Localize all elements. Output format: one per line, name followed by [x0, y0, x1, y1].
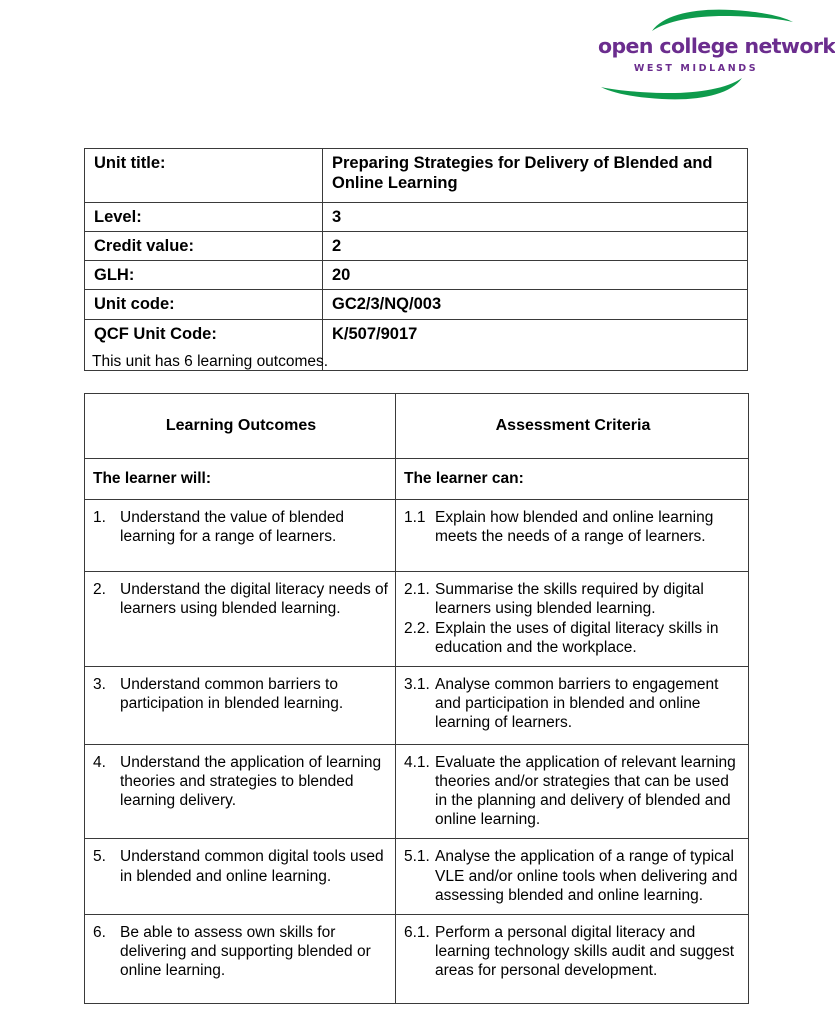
outcome-text: Understand common barriers to participation in blended learning.	[120, 676, 344, 713]
outcome-text: Understand common digital tools used in blended and online learning.	[120, 848, 384, 885]
learning-outcome-cell-4	[85, 745, 396, 839]
green-swoosh-top-icon	[650, 8, 794, 34]
table-row	[85, 149, 748, 203]
assessment-criteria-cell-1	[396, 499, 749, 571]
criterion-text: Analyse the application of a range of typical VLE and/or online tools when delivering and assessing blended and online learning.	[435, 848, 738, 904]
learning-outcome-cell-1	[85, 499, 396, 571]
table-row	[85, 232, 748, 261]
assessment-criteria-cell-3	[396, 667, 749, 745]
table-row	[85, 499, 749, 571]
unit-info-table	[84, 148, 748, 371]
list-item	[93, 923, 389, 980]
green-swoosh-bottom-icon	[600, 74, 744, 102]
outcome-number: 4.	[93, 754, 106, 772]
criterion-text: Analyse common barriers to engagement and participation in blended and online learning of learners.	[435, 676, 719, 732]
table-row	[85, 203, 748, 232]
criterion-number: 4.1.	[404, 754, 430, 772]
info-label-glh: GLH:	[85, 261, 323, 290]
cell-spacer	[93, 810, 389, 818]
logo-subwordmark: WEST MIDLANDS	[633, 63, 759, 74]
list-item	[404, 619, 742, 657]
table-row	[85, 839, 749, 914]
assessment-criteria-cell-4	[396, 745, 749, 839]
organisation-logo	[598, 8, 835, 108]
table-row	[85, 745, 749, 839]
outcome-text: Understand the digital literacy needs of learners using blended learning.	[120, 580, 388, 617]
learning-outcomes-count-text: This unit has 6 learning outcomes.	[92, 353, 329, 370]
criterion-text: Explain the uses of digital literacy skills in education and the workplace.	[435, 619, 719, 657]
outcome-number: 5.	[93, 848, 106, 866]
list-item	[404, 753, 742, 829]
table-header-row	[85, 394, 749, 459]
criterion-number: 6.1.	[404, 923, 430, 941]
cell-spacer	[93, 546, 389, 562]
info-value-qcf-unit-code: K/507/9017	[323, 319, 748, 370]
info-value-unit-code: GC2/3/NQ/003	[323, 290, 748, 319]
info-value-credit-value: 2	[323, 232, 748, 261]
info-value-level: 3	[323, 203, 748, 232]
outcome-number: 2.	[93, 580, 106, 598]
criterion-number: 5.1.	[404, 848, 430, 866]
info-value-glh: 20	[323, 261, 748, 290]
table-row	[85, 290, 748, 319]
table-row	[85, 261, 748, 290]
cell-spacer	[93, 713, 389, 735]
list-item	[404, 580, 742, 618]
outcome-text: Understand the application of learning theories and strategies to blended learning delivery.	[120, 754, 382, 810]
cell-spacer	[93, 618, 389, 644]
learning-outcome-cell-2	[85, 571, 396, 666]
info-label-unit-title: Unit title:	[85, 149, 323, 203]
info-label-level: Level:	[85, 203, 323, 232]
list-item	[93, 847, 389, 885]
list-item	[404, 675, 742, 732]
assessment-criteria-cell-2	[396, 571, 749, 666]
list-item	[404, 847, 742, 904]
column-header-learning-outcomes: Learning Outcomes	[85, 394, 396, 459]
list-item	[93, 508, 389, 546]
assessment-criteria-cell-5	[396, 839, 749, 914]
criterion-number: 3.1.	[404, 676, 430, 694]
criterion-text: Explain how blended and online learning meets the needs of a range of learners.	[435, 508, 714, 545]
subheader-learner-can: The learner can:	[396, 458, 749, 499]
criterion-text: Perform a personal digital literacy and learning technology skills audit and suggest areas for personal development.	[435, 923, 734, 979]
table-subheader-row	[85, 458, 749, 499]
learning-outcome-cell-5	[85, 839, 396, 914]
assessment-criteria-cell-6	[396, 914, 749, 1003]
info-label-unit-code: Unit code:	[85, 290, 323, 319]
list-item	[93, 580, 389, 618]
info-label-qcf-unit-code: QCF Unit Code:	[85, 319, 323, 370]
list-item	[404, 923, 742, 980]
learning-outcome-cell-6	[85, 914, 396, 1003]
criterion-text: Summarise the skills required by digital learners using blended learning.	[435, 580, 704, 617]
table-row	[85, 571, 749, 666]
logo-wordmark: open college network	[598, 34, 835, 58]
criterion-text: Evaluate the application of relevant learning theories and/or strategies that can be used in the planning and delivery of blended and online learning.	[435, 754, 736, 829]
cell-spacer	[93, 980, 389, 994]
list-item	[404, 508, 742, 546]
outcome-text: Understand the value of blended learning for a range of learners.	[120, 508, 345, 545]
outcome-number: 6.	[93, 923, 106, 941]
criterion-number: 2.2.	[404, 619, 430, 637]
learning-outcomes-table	[84, 393, 749, 1004]
outcome-number: 3.	[93, 676, 106, 694]
info-label-credit-value: Credit value:	[85, 232, 323, 261]
criterion-number: 2.1.	[404, 580, 430, 598]
column-header-assessment-criteria: Assessment Criteria	[396, 394, 749, 459]
criterion-number: 1.1	[404, 508, 426, 526]
list-item	[93, 675, 389, 713]
list-item	[93, 753, 389, 810]
cell-spacer	[93, 886, 389, 898]
table-row	[85, 914, 749, 1003]
table-row	[85, 667, 749, 745]
outcome-number: 1.	[93, 508, 106, 526]
info-value-unit-title: Preparing Strategies for Delivery of Blended and Online Learning	[323, 149, 748, 203]
subheader-learner-will: The learner will:	[85, 458, 396, 499]
outcome-text: Be able to assess own skills for delivering and supporting blended or online learning.	[120, 923, 371, 979]
learning-outcome-cell-3	[85, 667, 396, 745]
